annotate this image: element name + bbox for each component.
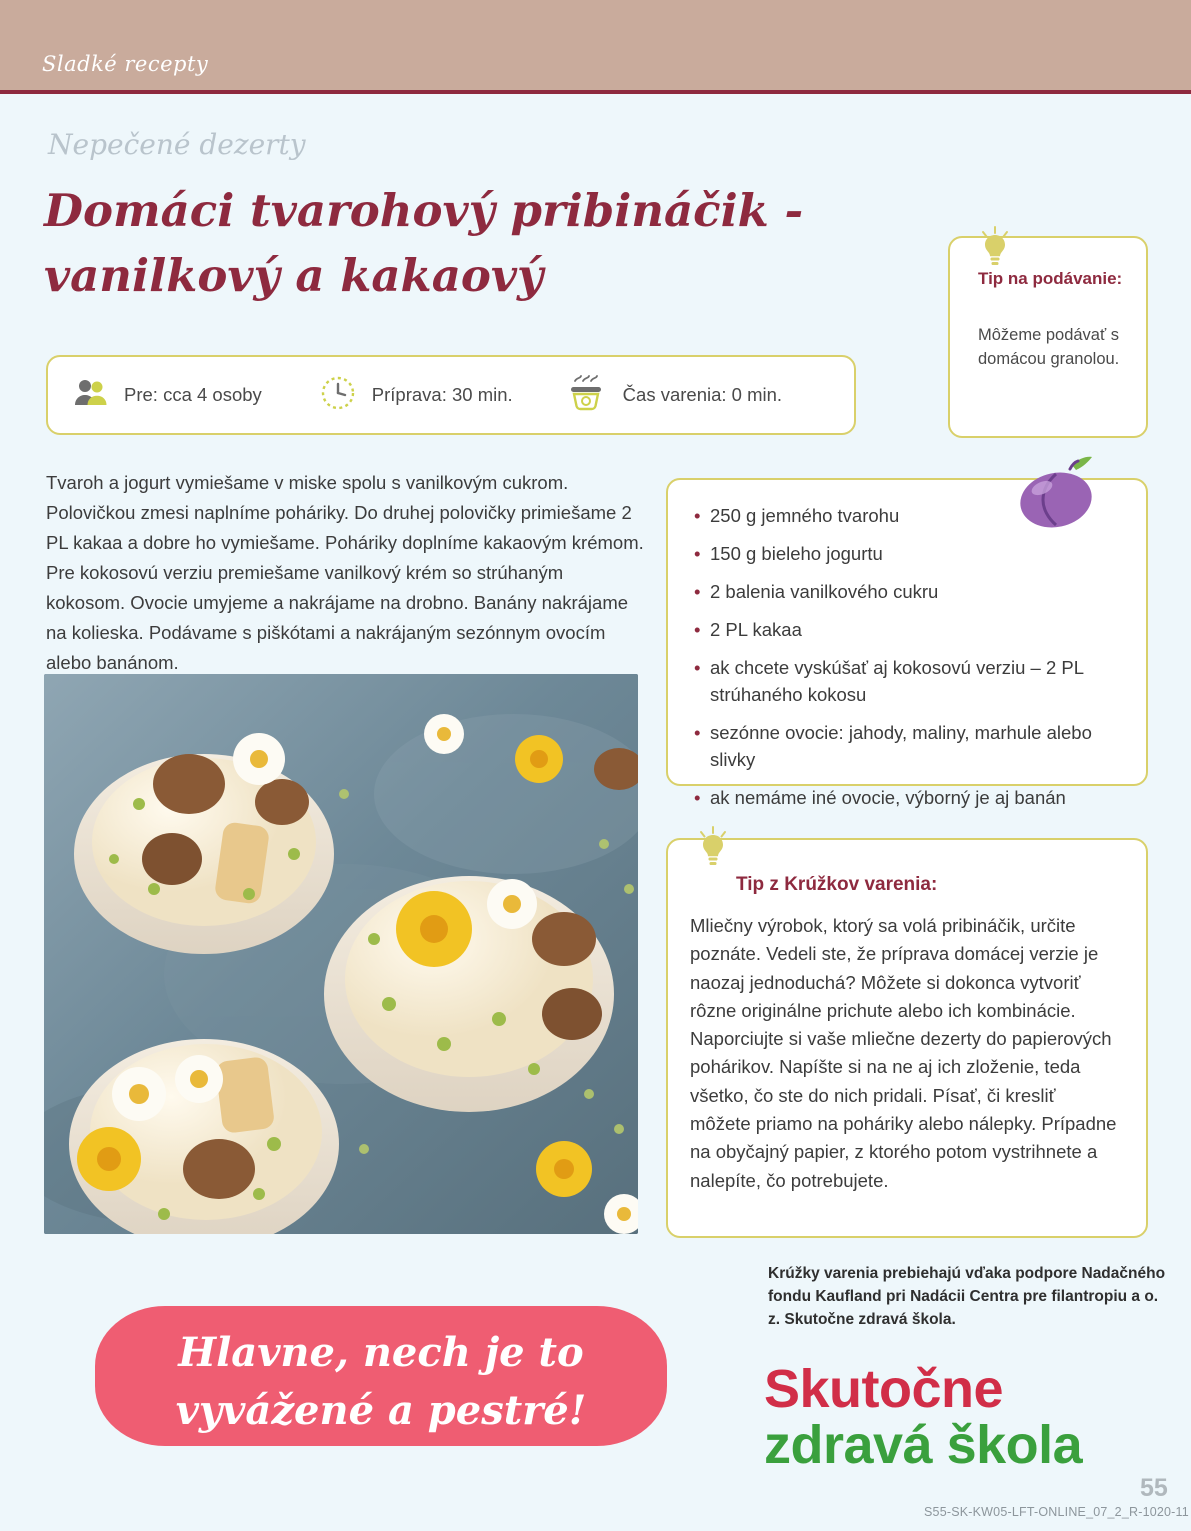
cooking-club-tip-text: Mliečny výrobok, ktorý sa volá pribináčik, určite poznáte. Vedeli ste, že príprava domácej verzie je naozaj jednoduchá? Môžete si dokonca vytvoriť rôzne originálne prichute alebo ich kombinácie. Naporciujte si vaše mliečne dezerty do papierových pohárikov. Napíšte si na ne aj ich zloženie, teda všetko, čo ste do nich pridali. Písať, či kresliť môžete priamo na poháriky alebo nálepky. Prípadne na obyčajný papier, z ktorého potom vystrihnete a nalepíte, čo potrebujete.: [690, 915, 1117, 1191]
meta-cook-time-label: Čas varenia: 0 min.: [622, 384, 783, 405]
recipe-kicker: Nepečené dezerty: [48, 128, 306, 161]
slogan-text: Hlavne, nech je to vyvážené a pestré!: [175, 1329, 587, 1434]
meta-cook-time: [565, 375, 782, 416]
serving-tip-text: Môžeme podávať s domácou granolou.: [978, 326, 1120, 368]
list-item: • sezónne ovocie: jahody, maliny, marhule alebo slivky: [694, 719, 1112, 773]
people-icon: [74, 378, 108, 413]
list-item: • ak chcete vyskúšať aj kokosovú verziu – 2 PL strúhaného kokosu: [694, 654, 1112, 708]
list-item: • 150 g bieleho jogurtu: [694, 540, 1112, 567]
sponsor-note: Krúžky varenia prebiehajú vďaka podpore Nadačného fondu Kaufland pri Nadácii Centra pre filantropiu a o. z. Skutočne zdravá škola.: [768, 1265, 1166, 1328]
meta-servings: [74, 378, 262, 413]
meta-servings-label: Pre: cca 4 osoby: [124, 384, 262, 405]
serving-tip-box: [948, 236, 1148, 438]
recipe-procedure: Tvaroh a jogurt vymiešame v miske spolu s vanilkovým cukrom. Polovičkou zmesi naplníme poháriky. Do druhej polovičky primiešame 2 PL kakaa a dobre ho vymiešame. Poháriky doplníme kakaovým krémom. Pre kokosovú verziu premiešame vanilkový krém so strúhaným kokosom. Ovocie umyjeme a nakrájame na drobno. Banány nakrájame na kolieska. Podávame s piškótami a nakrájaným sezónnym ovocím alebo banánom.: [46, 472, 644, 673]
logo-line-1: Skutočne: [764, 1359, 1004, 1419]
page-number: 55: [1140, 1474, 1168, 1502]
recipe-meta-bar: [46, 355, 856, 435]
lightbulb-icon: [690, 824, 736, 875]
pot-icon: [565, 375, 607, 416]
meta-prep-time: [320, 375, 513, 416]
header-rule: [0, 90, 1191, 94]
logo-line-2: zdravá škola: [764, 1415, 1083, 1475]
plum-illustration-icon: [1010, 455, 1106, 535]
list-item: • 2 balenia vanilkového cukru: [694, 578, 1112, 605]
cooking-club-tip-box: [666, 838, 1148, 1238]
slogan-banner: [95, 1306, 667, 1446]
meta-prep-time-label: Príprava: 30 min.: [371, 384, 513, 405]
ingredients-list: [694, 502, 1112, 822]
page-title: Domáci tvarohový pribináčik - vanilkový a kakaový: [44, 184, 804, 303]
list-item: • 2 PL kakaa: [694, 616, 1112, 643]
list-item: • ak nemáme iné ovocie, výborný je aj banán: [694, 784, 1112, 811]
footer-code: S55-SK-KW05-LFT-ONLINE_07_2_R-1020-11: [924, 1505, 1189, 1519]
recipe-photo: [44, 674, 638, 1234]
serving-tip-title: Tip na podávanie:: [978, 269, 1123, 288]
list-item: • 250 g jemného tvarohu: [694, 502, 1112, 529]
cooking-club-tip-title: Tip z Krúžkov varenia:: [736, 874, 938, 895]
section-header-band: [0, 0, 1191, 90]
clock-icon: [320, 375, 356, 416]
section-label: Sladké recepty: [42, 52, 209, 76]
